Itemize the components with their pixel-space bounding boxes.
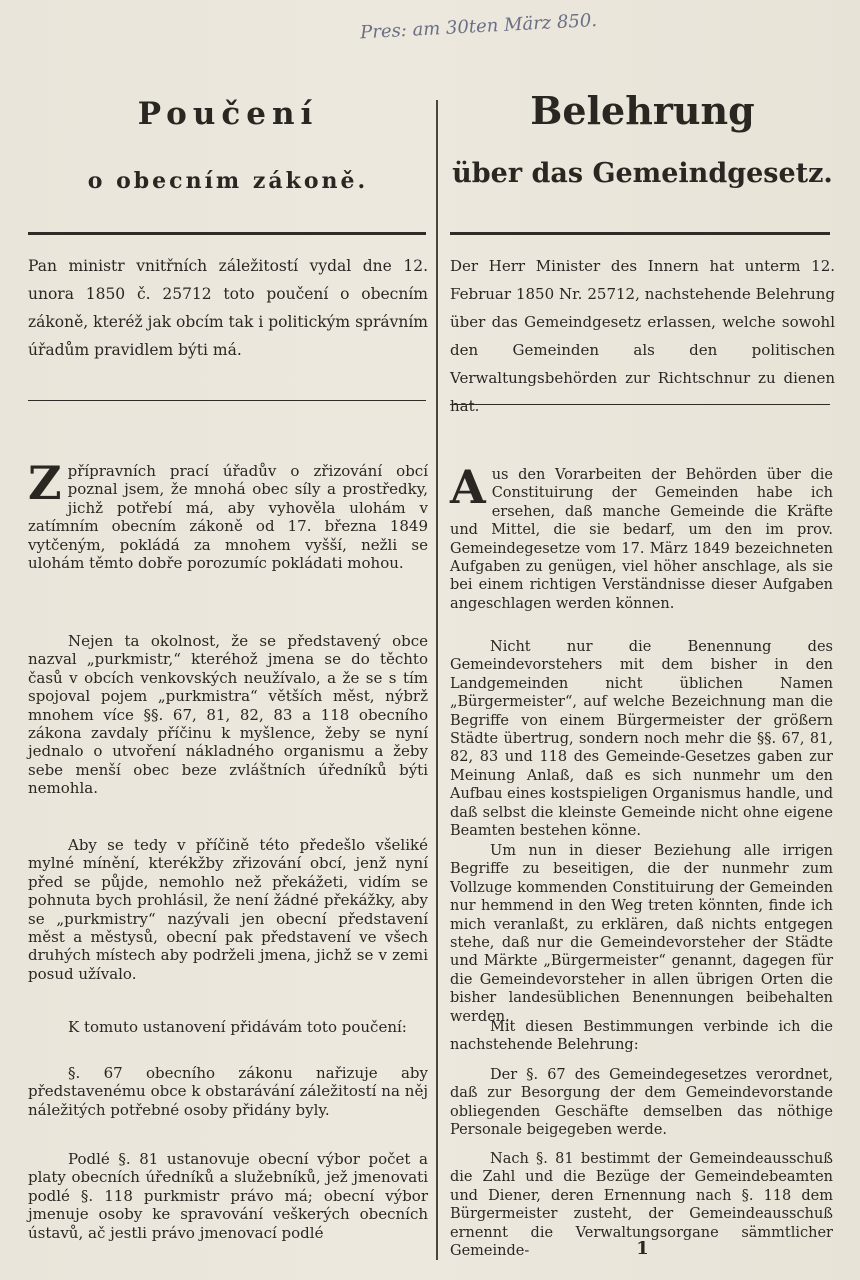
czech-dropcap: Z [28, 456, 62, 510]
czech-intro: Pan ministr vnitřních záležitostí vydal dne 12. unora 1850 č. 25712 toto poučení o obecním zákoně, kteréž jak obcím tak i politickým správním úřadům pravidlem býti má. [28, 257, 428, 359]
handwritten-note: Pres: am 30ten März 850. [359, 9, 598, 44]
german-subtitle: über das Gemeindgesetz. [452, 158, 833, 189]
german-paragraph-3: Um nun in dieser Beziehung alle irrigen Begriffe zu beseitigen, die der nunmehr zum Vollzuge kommenden Constituirung der Gemeinden nur hemmend in den Weg treten könnten, finde ich mich veranlaßt, zu erklären, daß nichts entgegen stehe, daß nur die Gemeindevorsteher der Städte und Märkte „Bürgermeister“ genannt, dagegen für die Gemeindevorsteher in allen übrigen Orten die bisher landesüblichen Benennungen beibehalten werden. [450, 843, 833, 1025]
german-dropcap: A [450, 460, 486, 514]
column-divider [436, 100, 438, 1260]
german-paragraph-6: Nach §. 81 bestimmt der Gemeindeausschuß die Zahl und die Bezüge der Gemeindebeamten und Diener, deren Ernennung nach §. 118 dem Bürgermeister zusteht, der Gemeindeausschuß ernennt die Verwaltungsorgane sämmtlicher Gemeinde- [450, 1151, 833, 1260]
czech-paragraph-6: Podlé §. 81 ustanovuje obecní výbor počet a platy obecních úředníků a služebníků, jež jmenovati podlé §. 118 purkmistr právo má; obecní výbor jmenuje osoby ke spravování veškerých obecních ústavů, ač jestli právo jmenovací podlé [28, 1150, 428, 1242]
german-paragraph-1-text: us den Vorarbeiten der Behörden über die Constituirung der Gemeinden habe ich ersehen, daß manche Gemeinde die Kräfte und Mittel, die sie bedarf, um den im prov. Gemeindegesetze vom 17. März 1849 bezeichneten Aufgaben zu genügen, viel höher anschlage, als sie bei einem richtigen Verständnisse dieser Aufgaben angeschlagen werden können. [450, 467, 833, 612]
czech-top-rule [28, 232, 426, 235]
czech-paragraph-3: Aby se tedy v příčině této předešlo všeliké mylné mínění, kterékžby zřizování obcí, jenž nyní před se půjde, nemohlo než překážeti, vidím se pohnuta bych prohlásil, že není žádné překážky, aby se „purkmistry“ nazývali jen obecní představení měst a městysů, obecní pak představení ve všech druhých místech aby podrželi jmena, jichž se v zemi posud užívalo. [28, 836, 428, 983]
german-intro: Der Herr Minister des Innern hat unterm 12. Februar 1850 Nr. 25712, nachstehende Belehrung über das Gemeindgesetz erlassen, welche sowohl den Gemeinden als den politischen Verwaltungsbehörden zur Richtschnur zu dienen hat. [450, 257, 835, 415]
german-paragraph-1 [450, 460, 833, 613]
czech-subtitle: o obecním zákoně. [87, 168, 369, 194]
german-paragraph-2: Nicht nur die Benennung des Gemeindevorstehers mit dem bisher in den Landgemeinden nicht üblichen Namen „Bürgermeister“, auf welche Bezeichnung man die Begriffe von einem Bürgermeister der größern Städte übertrug, sondern noch mehr die §§. 67, 81, 82, 83 und 118 des Gemeinde-Gesetzes gaben zur Meinung Anlaß, daß es sich nunmehr um den Aufbau eines kostspieligen Organismus handle, und daß selbst die kleinste Gemeinde nicht ohne eigene Beamten bestehen könne. [450, 639, 833, 840]
czech-intro-rule [28, 400, 426, 401]
czech-paragraph-5: §. 67 obecního zákonu nařizuje aby představenému obce k obstarávání záležitostí na něj náležitých potřebné osoby přidány byly. [28, 1064, 428, 1119]
german-title: Belehrung [530, 88, 755, 133]
czech-paragraph-1-text: přípravních prací úřadův o zřizování obcí poznal jsem, že mnohá obec síly a prostředky, jichž potřebí má, aby vyhověla ulohám v zatímním obecním zákoně od 17. března 1849 vytčeným, pokládá za mnohem vyšší, nežli se ulohám těmto dobře porozumíc pokládati mohou. [28, 462, 428, 573]
german-paragraph-4: Mit diesen Bestimmungen verbinde ich die nachstehende Belehrung: [450, 1019, 833, 1054]
german-intro-rule [450, 404, 830, 405]
page-number: 1 [636, 1238, 649, 1259]
german-top-rule [450, 232, 830, 235]
czech-paragraph-2: Nejen ta okolnost, že se představený obce nazval „purkmistr,“ kteréhož jmena se do těchto časů v obcích venkovských neužívalo, a že se s tím spojoval pojem „purkmistra“ větších měst, nýbrž mnohem více §§. 67, 81, 82, 83 a 118 obecního zákona zavdaly příčinu k myšlence, žeby se nyní jednalo o utvoření nákladného organismu a žeby sebe menší obec beze zvláštních úředníků býti nemohla. [28, 632, 428, 798]
czech-paragraph-4: K tomuto ustanovení přidávám toto poučení: [68, 1018, 407, 1036]
german-paragraph-5: Der §. 67 des Gemeindegesetzes verordnet, daß zur Besorgung der dem Gemeindevorstande obliegenden Geschäfte demselben das nöthige Personale beigegeben werde. [450, 1067, 833, 1139]
czech-title: Poučení [137, 96, 319, 132]
czech-paragraph-1 [28, 456, 428, 573]
